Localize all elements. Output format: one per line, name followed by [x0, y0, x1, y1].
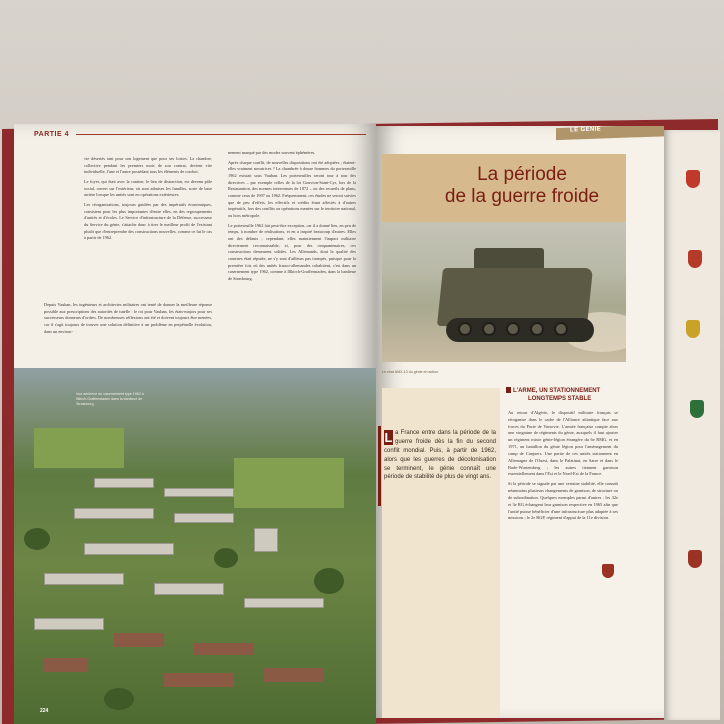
right-page — [376, 126, 664, 718]
tank-wheel — [554, 322, 568, 336]
trees — [314, 568, 344, 594]
left-page — [14, 124, 376, 724]
section-heading — [506, 387, 656, 403]
building — [44, 573, 124, 585]
intro-accent-bar — [378, 426, 381, 506]
left-column-b — [228, 150, 356, 285]
title-line: La période — [477, 164, 567, 185]
field — [234, 458, 344, 508]
building — [254, 528, 278, 552]
paragraph: Après chaque conflit, de nouvelles dispositions ont été adoptées ; étaient-elles vraiment novatrices ? La chambrée à douze hommes du porteseuille 1962 existait sous Vauban. Les porteseuilles seront tour à tour des directives – par exemple celles de la loi Gouvion-Saint-Cyr, lors de la Restauration, des normes intervenues de 1872 – ou des recueils de plans, comme ceux de 1907 ou 1962. Fréquemment, ces études ne seront suivies que de peu d'effets, les effectifs et crédits étant affectés à d'autres impératifs, lors des conflits ou opérations menées sur le territoire national, ou hors métropole. — [228, 159, 356, 218]
building — [174, 513, 234, 523]
photo-caption: Vue aérienne du casernement type 1962 à Illkirch-Graffenstaden dans la banlieue de Strasbourg. — [76, 392, 144, 407]
paragraph: Depuis Vauban, les ingénieurs et architectes militaires ont tenté de donner la meilleure réponse possible aux prescriptions des autorités de tutelle : le roi pour Vauban, les états-majors pour ses successeurs donneurs d'ordres. De nombreuses réflexions ont été et doivent toujours être menées, car il s'agit toujours de trouver une solution définitive à un problème en perpétuelle évolution, dans un environ- — [44, 302, 212, 334]
section-subtitle: LONGTEMPS STABLE — [528, 396, 592, 403]
intro-paragraph — [384, 429, 496, 482]
paragraph: Le porteseuille 1962 fait peut-être exception, car il a donné lieu, en peu de temps, à nombre de réalisations, et en a inspiré beaucoup d'autres. Elles ont des défauts ; cependant, elles maintiennent l'impact militaire directement reconnaissable, et, pour des cinquantenaires, ces constructions demeurent solides. Les Allemands, dont la qualité des casernes était réputée, ne s'y sont d'ailleurs pas trompés, puisque pour la première fois où des unités franco-allemandes cohabitent, c'est dans un casernement type 1962, comme à Illkirch-Graffenstaden, dans la banlieue de Strasbourg. — [228, 222, 356, 281]
field — [34, 428, 124, 468]
paragraph: Le foyer, qui était avec la cantine, le lieu de distraction, est devenu pôle social, ouvert sur l'extérieur, où sont admises les familles, sorte de base arrière lorsque les unités sont en opérations extérieures. — [84, 178, 212, 198]
tank-wheel — [458, 322, 472, 336]
trees — [104, 688, 134, 710]
section-marker-icon — [506, 387, 511, 393]
header-rule — [76, 134, 366, 135]
building — [94, 478, 154, 488]
house-roofs — [194, 643, 254, 655]
photo-caption: Le char AMX-13 du génie en action. — [382, 370, 440, 374]
running-head: LE GÉNIE — [570, 126, 602, 134]
house-roofs — [164, 673, 234, 687]
building — [74, 508, 154, 519]
tank-wheel — [482, 322, 496, 336]
house-roofs — [44, 658, 88, 672]
insignia-icon — [686, 170, 700, 188]
next-page-edge — [664, 130, 720, 720]
title-line: de la guerre froide — [444, 185, 600, 207]
insignia-icon — [688, 250, 702, 268]
intro-text: a France entre dans la période de la guerre froide dès la fin du second conflit mondial. Puis, à partir de 1962, alors que les guerres de décolonisation se terminent, le génie connaît une période de stabilité de plus de vingt ans. — [384, 430, 496, 481]
crest-icon — [602, 564, 614, 578]
trees — [24, 528, 50, 550]
house-roofs — [114, 633, 164, 647]
tank-wheel — [530, 322, 544, 336]
paragraph: Les réorganisations, toujours guidées par des impératifs économiques, consistent pour les plus importantes d'entre elles, en des regroupements d'unités et d'écoles. Le Service d'infrastructure de la Défense, successeur du Service du génie, s'attache donc à tirer le meilleur profit de l'existant plutôt que d'entreprendre des constructions nouvelles, comme ce fut le cas à partir de 1962. — [84, 201, 212, 241]
tank-photo — [382, 222, 626, 362]
tank-wheel — [506, 322, 520, 336]
building — [34, 618, 104, 630]
building — [154, 583, 224, 595]
building — [244, 598, 324, 608]
building — [164, 488, 234, 497]
right-column — [508, 410, 618, 525]
trees — [214, 548, 238, 568]
insignia-icon — [686, 320, 700, 338]
insignia-icon — [690, 400, 704, 418]
part-label: PARTIE 4 — [34, 131, 69, 138]
chapter-title — [432, 164, 612, 208]
section-title: L'ARME, UN STATIONNEMENT — [513, 388, 601, 394]
aerial-photo — [14, 368, 376, 724]
paragraph: nement marqué par des modes souvent éphémères. — [228, 150, 316, 155]
page-number: 224 — [40, 708, 49, 714]
left-column-c — [44, 302, 212, 338]
insignia-icon — [688, 550, 702, 568]
left-column-a — [84, 156, 212, 245]
building — [84, 543, 174, 555]
paragraph: Au retour d'Algérie, le dispositif militaire français se réorganise dans le cadre de l'Alliance atlantique face aux forces du Pacte de Varsovie. L'armée française compte alors une vingtaine de régiments du génie, auxquels il faut ajouter un régiment mixte génie-légion étrangère du 6e RMG, et en 1971, un bataillon du génie légion pour l'aménagement du camp de Canjuers. Une partie de ces unités stationnent en Allemagne de l'Ouest, dans le Palatinat, en Sarre et dans le Bade-Wurtemberg ; les autres tiennent garnison essentiellement dans l'Est et le Nord-Est de la France. — [508, 410, 618, 477]
house-roofs — [264, 668, 324, 682]
paragraph: vie désertés tant pour son logement que pour ses loisirs. La chambre, collective pendant les premiers mois de son contrat, devient vite individuelle, l'une et l'autre possédant tous les éléments de confort. — [84, 156, 212, 175]
drop-cap: L — [384, 430, 393, 445]
paragraph: Si la période se signale par une certaine stabilité, elle connaît néanmoins plusieurs changements de garnison, de structure ou de subordination. Quelques exemples parmi d'autres : les 32e et 3e RG échangent leur garnison respective en 1965 afin que l'unité puisse bénéficier d'une infrastructure plus adaptée à ses missions ; le 2e RGP, régiment d'appui de la 11e division. — [508, 481, 618, 521]
